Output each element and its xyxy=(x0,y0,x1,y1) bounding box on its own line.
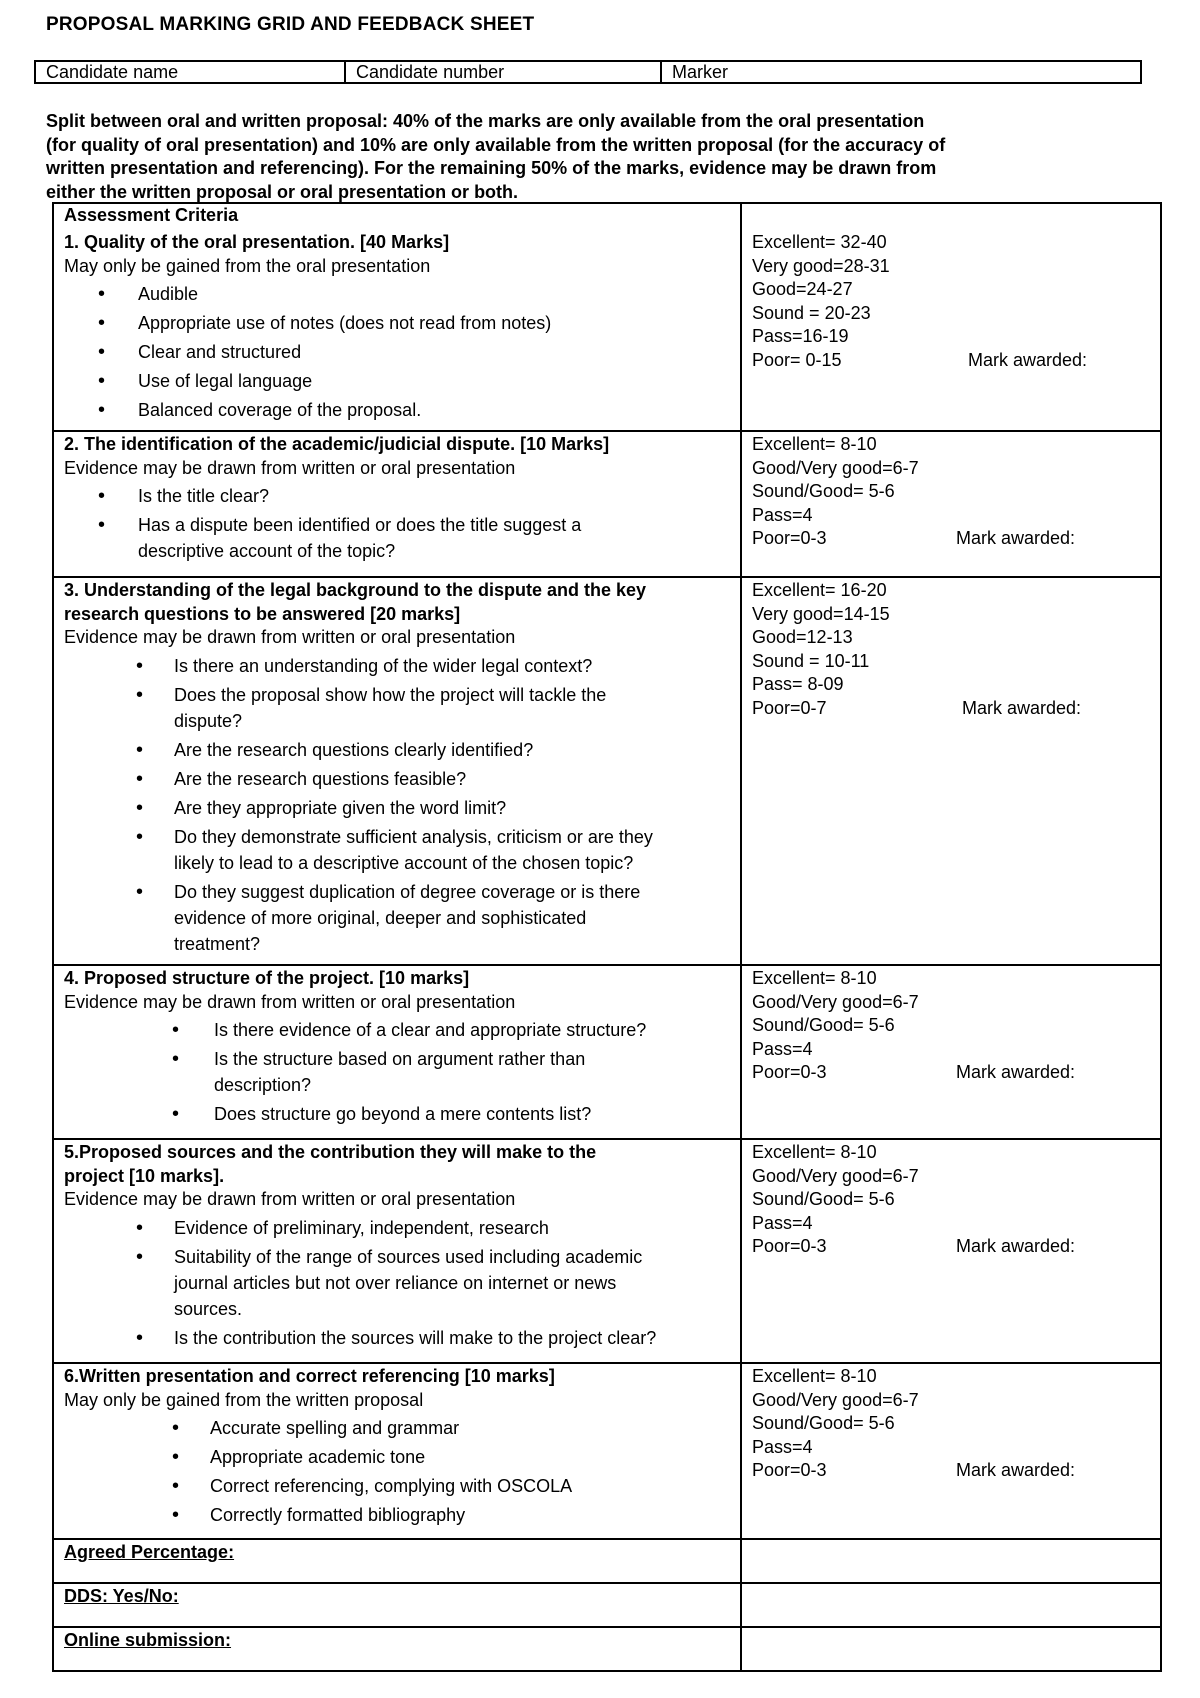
criterion-description xyxy=(54,432,742,576)
bullet-text-line: • Are the research questions clearly identified? xyxy=(174,739,534,760)
criterion-bullet xyxy=(64,682,730,734)
criterion-title: 5.Proposed sources and the contribution they will make to the xyxy=(64,1142,597,1162)
mark-band: Good/Very good=6-7 xyxy=(752,1165,919,1186)
bullet-text-line: • Audible xyxy=(138,284,199,304)
dds-label: DDS: Yes/No: xyxy=(54,1584,742,1626)
criterion-bullet xyxy=(64,1215,730,1241)
bullet-text-line: • Are the research questions feasible? xyxy=(174,768,467,789)
bullet-text-line: • Balanced coverage of the proposal. xyxy=(138,400,422,420)
mark-bands xyxy=(742,966,1160,1138)
mark-band: Pass=4 xyxy=(752,1038,813,1059)
bullet-text-line: • Does structure go beyond a mere contents list? xyxy=(214,1104,592,1124)
mark-band: Sound/Good= 5-6 xyxy=(752,481,895,501)
criterion-title: 2. The identification of the academic/judicial dispute. [10 Marks] xyxy=(64,434,610,454)
criterion-title: project [10 marks]. xyxy=(64,1165,225,1186)
footer-row-dds xyxy=(54,1582,1160,1626)
online-submission-label: Online submission: xyxy=(54,1628,742,1670)
mark-bands xyxy=(742,432,1160,576)
bullet-text-line: • Does the proposal show how the project will tackle the xyxy=(174,684,607,705)
criterion-description xyxy=(54,1140,742,1362)
mark-band: Good/Very good=6-7 xyxy=(752,457,919,478)
mark-awarded-field[interactable]: Mark awarded: xyxy=(956,1062,1076,1082)
criterion-row-6 xyxy=(54,1362,1160,1538)
footer-row-agreed-percentage xyxy=(54,1538,1160,1582)
criterion-row-3 xyxy=(54,576,1160,964)
grid-header: Assessment Criteria xyxy=(54,204,742,230)
grid-header-row xyxy=(54,204,1160,230)
bullet-text-line: likely to lead to a descriptive account of the chosen topic? xyxy=(174,852,634,873)
criterion-bullet xyxy=(64,483,730,509)
mark-band: Good=24-27 xyxy=(752,279,853,299)
marking-grid xyxy=(52,202,1162,1672)
mark-bands xyxy=(742,1140,1160,1362)
mark-band: Poor=0-3 xyxy=(752,1062,827,1082)
criterion-bullet xyxy=(64,1444,730,1470)
criterion-evidence-note: Evidence may be drawn from written or oral presentation xyxy=(64,1189,516,1209)
mark-awarded-field[interactable]: Mark awarded: xyxy=(962,697,1082,718)
criterion-bullet-list xyxy=(64,1215,730,1351)
mark-band: Sound/Good= 5-6 xyxy=(752,1413,895,1433)
bullet-text-line: • Is the structure based on argument rather than xyxy=(214,1049,586,1069)
criterion-bullet xyxy=(64,310,730,336)
criterion-bullet xyxy=(64,737,730,763)
mark-bands xyxy=(742,230,1160,430)
intro-line: written presentation and referencing). For the remaining 50% of the marks, evidence may be drawn from xyxy=(46,158,937,178)
bullet-text-line: • Evidence of preliminary, independent, research xyxy=(174,1217,549,1238)
mark-band: Poor=0-3 xyxy=(752,1460,827,1480)
criterion-bullet xyxy=(64,1101,730,1127)
bullet-text-line: • Is there an understanding of the wider legal context? xyxy=(174,655,593,676)
bullet-text-line: • Appropriate use of notes (does not read from notes) xyxy=(138,313,552,333)
mark-awarded-field[interactable]: Mark awarded: xyxy=(956,1460,1076,1480)
mark-band: Very good=14-15 xyxy=(752,603,890,624)
bullet-text-line: • Do they suggest duplication of degree coverage or is there xyxy=(174,881,641,902)
bullet-text-line: sources. xyxy=(174,1298,243,1319)
mark-bands xyxy=(742,578,1160,964)
mark-band: Excellent= 8-10 xyxy=(752,1366,877,1386)
marker-field[interactable]: Marker xyxy=(672,62,729,82)
bullet-text-line: • Is the title clear? xyxy=(138,486,270,506)
grid-header-blank xyxy=(742,204,1160,230)
mark-band: Pass= 8-09 xyxy=(752,674,844,694)
mark-bands xyxy=(742,1364,1160,1538)
mark-band: Good/Very good=6-7 xyxy=(752,991,919,1012)
mark-band: Excellent= 8-10 xyxy=(752,968,877,988)
bullet-text-line: dispute? xyxy=(174,710,243,731)
criterion-bullet xyxy=(64,653,730,679)
mark-band: Very good=28-31 xyxy=(752,255,890,276)
bullet-text-line: journal articles but not over reliance on internet or news xyxy=(174,1272,617,1293)
mark-awarded-field[interactable]: Mark awarded: xyxy=(956,1236,1076,1256)
dds-input[interactable] xyxy=(742,1584,1160,1626)
criterion-bullet xyxy=(64,512,730,564)
bullet-text-line: • Are they appropriate given the word limit? xyxy=(174,797,507,818)
criterion-bullet-list xyxy=(64,483,730,564)
mark-band: Excellent= 16-20 xyxy=(752,580,887,600)
agreed-percentage-input[interactable] xyxy=(742,1540,1160,1582)
mark-band: Poor=0-7 xyxy=(752,697,827,718)
candidate-info-table xyxy=(34,60,1142,84)
mark-band: Sound = 10-11 xyxy=(752,650,870,671)
mark-band: Sound/Good= 5-6 xyxy=(752,1015,895,1035)
mark-band: Excellent= 32-40 xyxy=(752,232,887,252)
criterion-bullet xyxy=(64,1046,730,1098)
criterion-description xyxy=(54,1364,742,1538)
mark-band: Pass=4 xyxy=(752,504,813,525)
mark-awarded-field[interactable]: Mark awarded: xyxy=(968,349,1088,370)
footer-row-online-submission xyxy=(54,1626,1160,1670)
mark-awarded-field[interactable]: Mark awarded: xyxy=(956,528,1076,548)
criterion-bullet xyxy=(64,397,730,423)
bullet-text-line: • Has a dispute been identified or does the title suggest a xyxy=(138,515,582,535)
criterion-bullet xyxy=(64,368,730,394)
criterion-row-2 xyxy=(54,430,1160,576)
criterion-row-5 xyxy=(54,1138,1160,1362)
bullet-text-line: • Suitability of the range of sources used including academic xyxy=(174,1246,643,1267)
mark-band: Pass=4 xyxy=(752,1212,813,1233)
criterion-title: 1. Quality of the oral presentation. [40 Marks] xyxy=(64,232,450,252)
mark-band: Poor=0-3 xyxy=(752,1236,827,1256)
mark-band: Excellent= 8-10 xyxy=(752,434,877,454)
criterion-bullet xyxy=(64,824,730,876)
criterion-bullet xyxy=(64,1244,730,1322)
criterion-description xyxy=(54,230,742,430)
intro-line: Split between oral and written proposal: 40% of the marks are only available from the oral presentation xyxy=(46,111,925,131)
criterion-description xyxy=(54,966,742,1138)
criterion-evidence-note: May only be gained from the written proposal xyxy=(64,1389,424,1410)
criterion-title: 4. Proposed structure of the project. [10 marks] xyxy=(64,968,470,988)
criterion-bullet-list xyxy=(64,1017,730,1127)
criterion-bullet xyxy=(64,795,730,821)
bullet-text-line: • Is the contribution the sources will make to the project clear? xyxy=(174,1327,657,1348)
intro-line: (for quality of oral presentation) and 10% are only available from the written proposal (for the accuracy of xyxy=(46,134,946,155)
criterion-row-1 xyxy=(54,230,1160,430)
criterion-title: 6.Written presentation and correct referencing [10 marks] xyxy=(64,1366,555,1386)
online-submission-input[interactable] xyxy=(742,1628,1160,1670)
criterion-bullet xyxy=(64,281,730,307)
criterion-bullet xyxy=(64,1502,730,1528)
criterion-evidence-note: May only be gained from the oral presentation xyxy=(64,255,431,276)
criterion-bullet xyxy=(64,1473,730,1499)
mark-band: Excellent= 8-10 xyxy=(752,1142,877,1162)
criterion-evidence-note: Evidence may be drawn from written or oral presentation xyxy=(64,991,516,1012)
criterion-bullet xyxy=(64,879,730,957)
mark-band: Pass=4 xyxy=(752,1436,813,1457)
bullet-text-line: • Do they demonstrate sufficient analysis, criticism or are they xyxy=(174,826,653,847)
bullet-text-line: • Clear and structured xyxy=(138,342,302,362)
mark-band: Good=12-13 xyxy=(752,627,853,647)
mark-band: Sound = 20-23 xyxy=(752,302,871,323)
intro-paragraph xyxy=(46,110,1086,204)
intro-line: either the written proposal or oral presentation or both. xyxy=(46,181,519,202)
mark-band: Sound/Good= 5-6 xyxy=(752,1189,895,1209)
criterion-bullet xyxy=(64,1325,730,1351)
agreed-percentage-label: Agreed Percentage: xyxy=(54,1540,742,1582)
page-title: PROPOSAL MARKING GRID AND FEEDBACK SHEET xyxy=(46,14,535,35)
candidate-name-field[interactable]: Candidate name xyxy=(36,62,346,82)
bullet-text-line: • Use of legal language xyxy=(138,371,313,391)
criterion-evidence-note: Evidence may be drawn from written or oral presentation xyxy=(64,457,516,478)
criterion-title: 3. Understanding of the legal background to the dispute and the key xyxy=(64,580,647,600)
criterion-bullet xyxy=(64,766,730,792)
bullet-text-line: • Accurate spelling and grammar xyxy=(210,1418,460,1438)
criterion-bullet xyxy=(64,1017,730,1043)
mark-band: Good/Very good=6-7 xyxy=(752,1389,919,1410)
criterion-title: research questions to be answered [20 marks] xyxy=(64,603,461,624)
criterion-evidence-note: Evidence may be drawn from written or oral presentation xyxy=(64,627,516,647)
criterion-description xyxy=(54,578,742,964)
criterion-bullet-list xyxy=(64,1415,730,1528)
bullet-text-line: treatment? xyxy=(174,933,261,954)
bullet-text-line: • Correct referencing, complying with OSCOLA xyxy=(210,1476,573,1496)
bullet-text-line: evidence of more original, deeper and sophisticated xyxy=(174,907,587,928)
criterion-row-4 xyxy=(54,964,1160,1138)
criterion-bullet xyxy=(64,339,730,365)
bullet-text-line: description? xyxy=(214,1075,312,1095)
mark-band: Pass=16-19 xyxy=(752,326,849,346)
mark-band: Poor= 0-15 xyxy=(752,349,842,370)
criterion-bullet-list xyxy=(64,653,730,957)
mark-band: Poor=0-3 xyxy=(752,528,827,548)
bullet-text-line: descriptive account of the topic? xyxy=(138,541,396,561)
criterion-bullet xyxy=(64,1415,730,1441)
bullet-text-line: • Correctly formatted bibliography xyxy=(210,1505,466,1525)
criterion-bullet-list xyxy=(64,281,730,423)
bullet-text-line: • Is there evidence of a clear and appropriate structure? xyxy=(214,1020,647,1040)
candidate-number-field[interactable]: Candidate number xyxy=(346,62,662,82)
bullet-text-line: • Appropriate academic tone xyxy=(210,1447,426,1467)
